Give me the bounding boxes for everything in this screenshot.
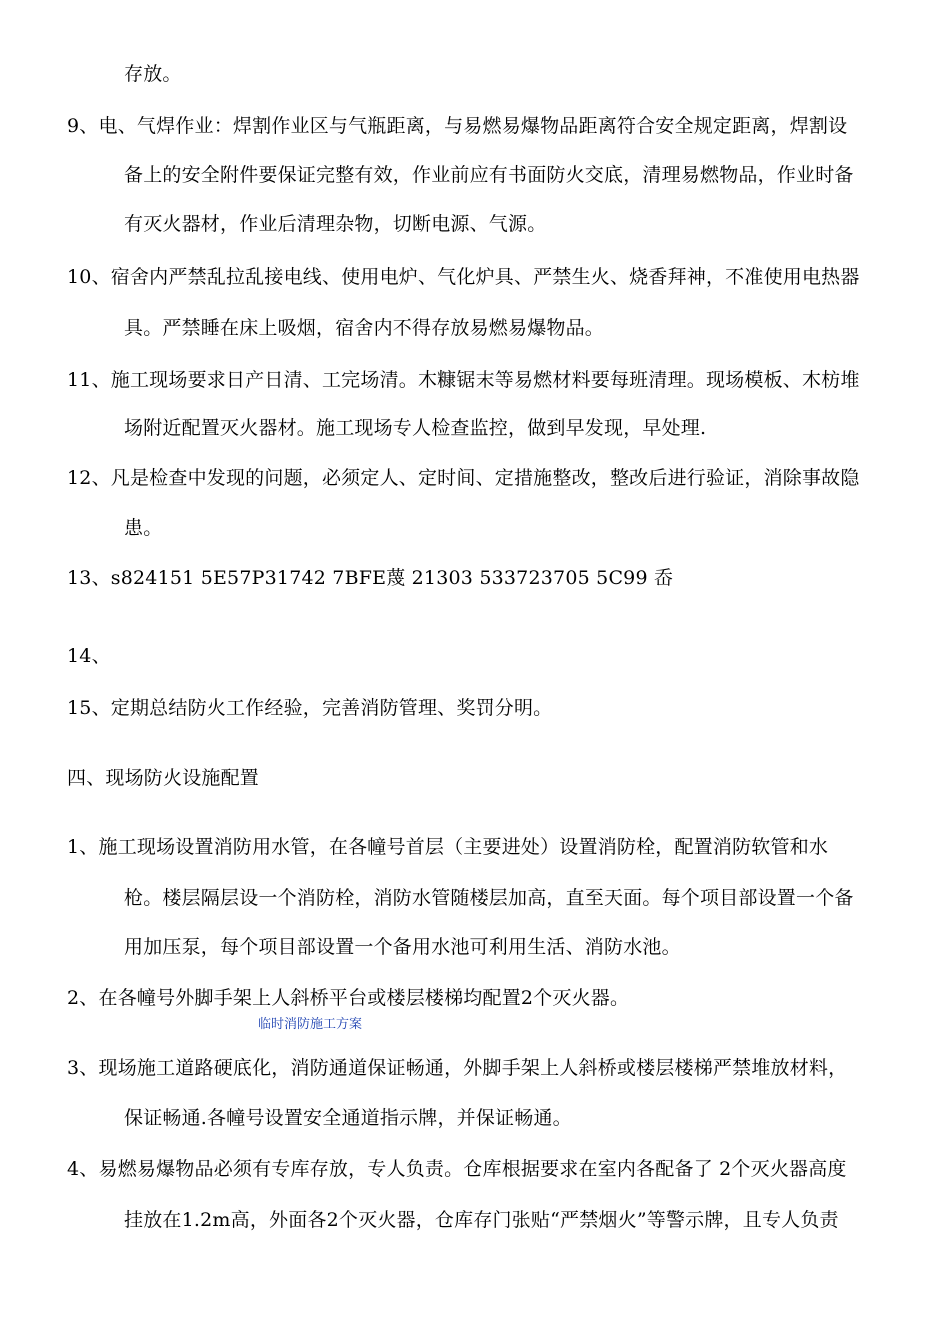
paragraph-line: 枪。楼层隔层设一个消防栓，消防水管随楼层加高，直至天面。每个项目部设置一个备: [124, 887, 854, 909]
paragraph-line: 10、宿舍内严禁乱拉乱接电线、使用电炉、气化炉具、严禁生火、烧香拜神，不准使用电热器: [67, 266, 860, 288]
paragraph-line: 保证畅通.各幢号设置安全通道指示牌，并保证畅通。: [124, 1107, 572, 1129]
paragraph-line: 9、电、气焊作业：焊割作业区与气瓶距离，与易燃易爆物品距离符合安全规定距离，焊割设: [67, 115, 848, 137]
paragraph-line: 患。: [124, 517, 163, 539]
paragraph-line: 有灭火器材，作业后清理杂物，切断电源、气源。: [124, 213, 547, 235]
paragraph-line: 4、易燃易爆物品必须有专库存放，专人负责。仓库根据要求在室内各配备了 2个灭火器高度: [67, 1158, 847, 1180]
paragraph-line: 具。严禁睡在床上吸烟，宿舍内不得存放易燃易爆物品。: [124, 317, 605, 339]
paragraph-line: 13、s824151 5E57P31742 7BFE蔑 21303 533723705 5C99 岙: [67, 567, 674, 589]
watermark-label: 临时消防施工方案: [258, 1017, 363, 1032]
paragraph-line: 11、施工现场要求日产日清、工完场清。木糠锯末等易燃材料要每班清理。现场模板、木枋堆: [67, 369, 860, 391]
section-heading: 四、现场防火设施配置: [67, 767, 260, 789]
paragraph-line: 场附近配置灭火器材。施工现场专人检查监控，做到早发现，早处理.: [124, 417, 707, 439]
paragraph-line: 1、施工现场设置消防用水管，在各幢号首层（主要进处）设置消防栓，配置消防软管和水: [67, 836, 829, 858]
paragraph-line: 挂放在1.2m高，外面各2个灭火器，仓库存门张贴“严禁烟火”等警示牌，且专人负责: [124, 1209, 839, 1231]
paragraph-line: 14、: [67, 645, 111, 667]
paragraph-line: 3、现场施工道路硬底化，消防通道保证畅通，外脚手架上人斜桥或楼层楼梯严禁堆放材料，: [67, 1057, 848, 1079]
paragraph-line: 2、在各幢号外脚手架上人斜桥平台或楼层楼梯均配置2个灭火器。: [67, 987, 630, 1009]
paragraph-line: 15、定期总结防火工作经验，完善消防管理、奖罚分明。: [67, 697, 553, 719]
paragraph-line: 用加压泵，每个项目部设置一个备用水池可利用生活、消防水池。: [124, 936, 681, 958]
paragraph-line: 备上的安全附件要保证完整有效，作业前应有书面防火交底，清理易燃物品，作业时备: [124, 164, 854, 186]
paragraph-line: 12、凡是检查中发现的问题，必须定人、定时间、定措施整改，整改后进行验证，消除事故隐: [67, 467, 860, 489]
paragraph-line: 存放。: [124, 63, 182, 85]
